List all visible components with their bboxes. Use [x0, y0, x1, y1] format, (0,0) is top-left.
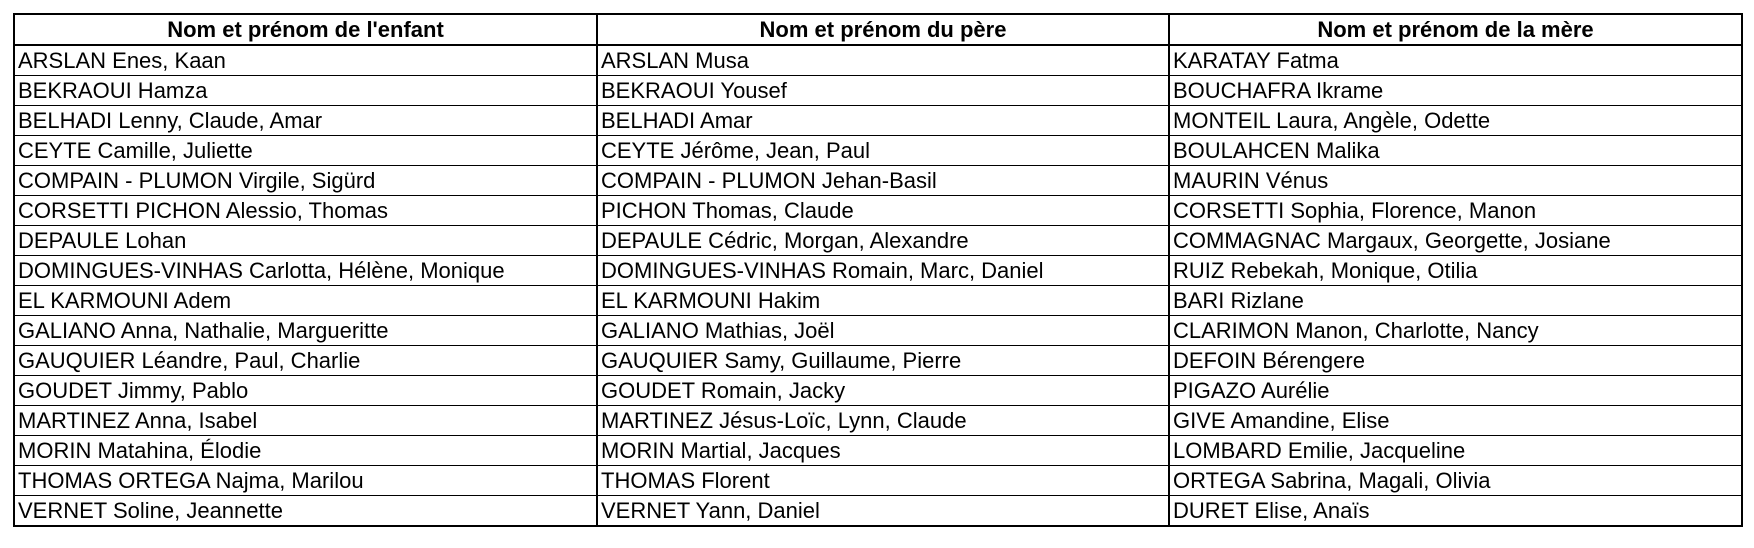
mother-name-cell: RUIZ Rebekah, Monique, Otilia	[1169, 256, 1742, 286]
father-name-cell: EL KARMOUNI Hakim	[597, 286, 1169, 316]
family-names-table	[13, 13, 1743, 527]
mother-name-cell: CORSETTI Sophia, Florence, Manon	[1169, 196, 1742, 226]
mother-name-cell: MAURIN Vénus	[1169, 166, 1742, 196]
table-row	[14, 286, 1742, 316]
table-row	[14, 316, 1742, 346]
child-name-cell: GAUQUIER Léandre, Paul, Charlie	[14, 346, 597, 376]
mother-name-cell: PIGAZO Aurélie	[1169, 376, 1742, 406]
father-name-cell: COMPAIN - PLUMON Jehan-Basil	[597, 166, 1169, 196]
mother-name-cell: ORTEGA Sabrina, Magali, Olivia	[1169, 466, 1742, 496]
mother-name-cell: BOULAHCEN Malika	[1169, 136, 1742, 166]
mother-name-cell: LOMBARD Emilie, Jacqueline	[1169, 436, 1742, 466]
father-name-cell: GOUDET Romain, Jacky	[597, 376, 1169, 406]
father-name-cell: GALIANO Mathias, Joël	[597, 316, 1169, 346]
father-name-cell: VERNET Yann, Daniel	[597, 496, 1169, 527]
child-name-cell: ARSLAN Enes, Kaan	[14, 45, 597, 76]
mother-name-cell: KARATAY Fatma	[1169, 45, 1742, 76]
child-name-cell: EL KARMOUNI Adem	[14, 286, 597, 316]
father-name-cell: DEPAULE Cédric, Morgan, Alexandre	[597, 226, 1169, 256]
table-row	[14, 45, 1742, 76]
table-body	[14, 45, 1742, 526]
father-name-cell: THOMAS Florent	[597, 466, 1169, 496]
child-name-cell: GOUDET Jimmy, Pablo	[14, 376, 597, 406]
child-name-cell: BELHADI Lenny, Claude, Amar	[14, 106, 597, 136]
child-name-cell: MARTINEZ Anna, Isabel	[14, 406, 597, 436]
child-name-cell: BEKRAOUI Hamza	[14, 76, 597, 106]
header-mother-name: Nom et prénom de la mère	[1169, 14, 1742, 45]
mother-name-cell: MONTEIL Laura, Angèle, Odette	[1169, 106, 1742, 136]
father-name-cell: CEYTE Jérôme, Jean, Paul	[597, 136, 1169, 166]
table-row	[14, 136, 1742, 166]
child-name-cell: CEYTE Camille, Juliette	[14, 136, 597, 166]
father-name-cell: PICHON Thomas, Claude	[597, 196, 1169, 226]
father-name-cell: DOMINGUES-VINHAS Romain, Marc, Daniel	[597, 256, 1169, 286]
table-row	[14, 496, 1742, 527]
child-name-cell: COMPAIN - PLUMON Virgile, Sigürd	[14, 166, 597, 196]
mother-name-cell: GIVE Amandine, Elise	[1169, 406, 1742, 436]
child-name-cell: VERNET Soline, Jeannette	[14, 496, 597, 527]
child-name-cell: DOMINGUES-VINHAS Carlotta, Hélène, Monique	[14, 256, 597, 286]
father-name-cell: MARTINEZ Jésus-Loïc, Lynn, Claude	[597, 406, 1169, 436]
table-row	[14, 256, 1742, 286]
table-row	[14, 376, 1742, 406]
child-name-cell: GALIANO Anna, Nathalie, Margueritte	[14, 316, 597, 346]
father-name-cell: GAUQUIER Samy, Guillaume, Pierre	[597, 346, 1169, 376]
table-row	[14, 406, 1742, 436]
child-name-cell: THOMAS ORTEGA Najma, Marilou	[14, 466, 597, 496]
table-row	[14, 226, 1742, 256]
header-father-name: Nom et prénom du père	[597, 14, 1169, 45]
mother-name-cell: BARI Rizlane	[1169, 286, 1742, 316]
child-name-cell: CORSETTI PICHON Alessio, Thomas	[14, 196, 597, 226]
table-row	[14, 196, 1742, 226]
table-row	[14, 346, 1742, 376]
table-row	[14, 166, 1742, 196]
table-row	[14, 106, 1742, 136]
header-row	[14, 14, 1742, 45]
table-row	[14, 436, 1742, 466]
mother-name-cell: DEFOIN Bérengere	[1169, 346, 1742, 376]
father-name-cell: ARSLAN Musa	[597, 45, 1169, 76]
table-row	[14, 76, 1742, 106]
mother-name-cell: CLARIMON Manon, Charlotte, Nancy	[1169, 316, 1742, 346]
child-name-cell: MORIN Matahina, Élodie	[14, 436, 597, 466]
mother-name-cell: DURET Elise, Anaïs	[1169, 496, 1742, 527]
father-name-cell: BELHADI Amar	[597, 106, 1169, 136]
table-header	[14, 14, 1742, 45]
table-row	[14, 466, 1742, 496]
child-name-cell: DEPAULE Lohan	[14, 226, 597, 256]
mother-name-cell: COMMAGNAC Margaux, Georgette, Josiane	[1169, 226, 1742, 256]
mother-name-cell: BOUCHAFRA Ikrame	[1169, 76, 1742, 106]
father-name-cell: MORIN Martial, Jacques	[597, 436, 1169, 466]
header-child-name: Nom et prénom de l'enfant	[14, 14, 597, 45]
father-name-cell: BEKRAOUI Yousef	[597, 76, 1169, 106]
